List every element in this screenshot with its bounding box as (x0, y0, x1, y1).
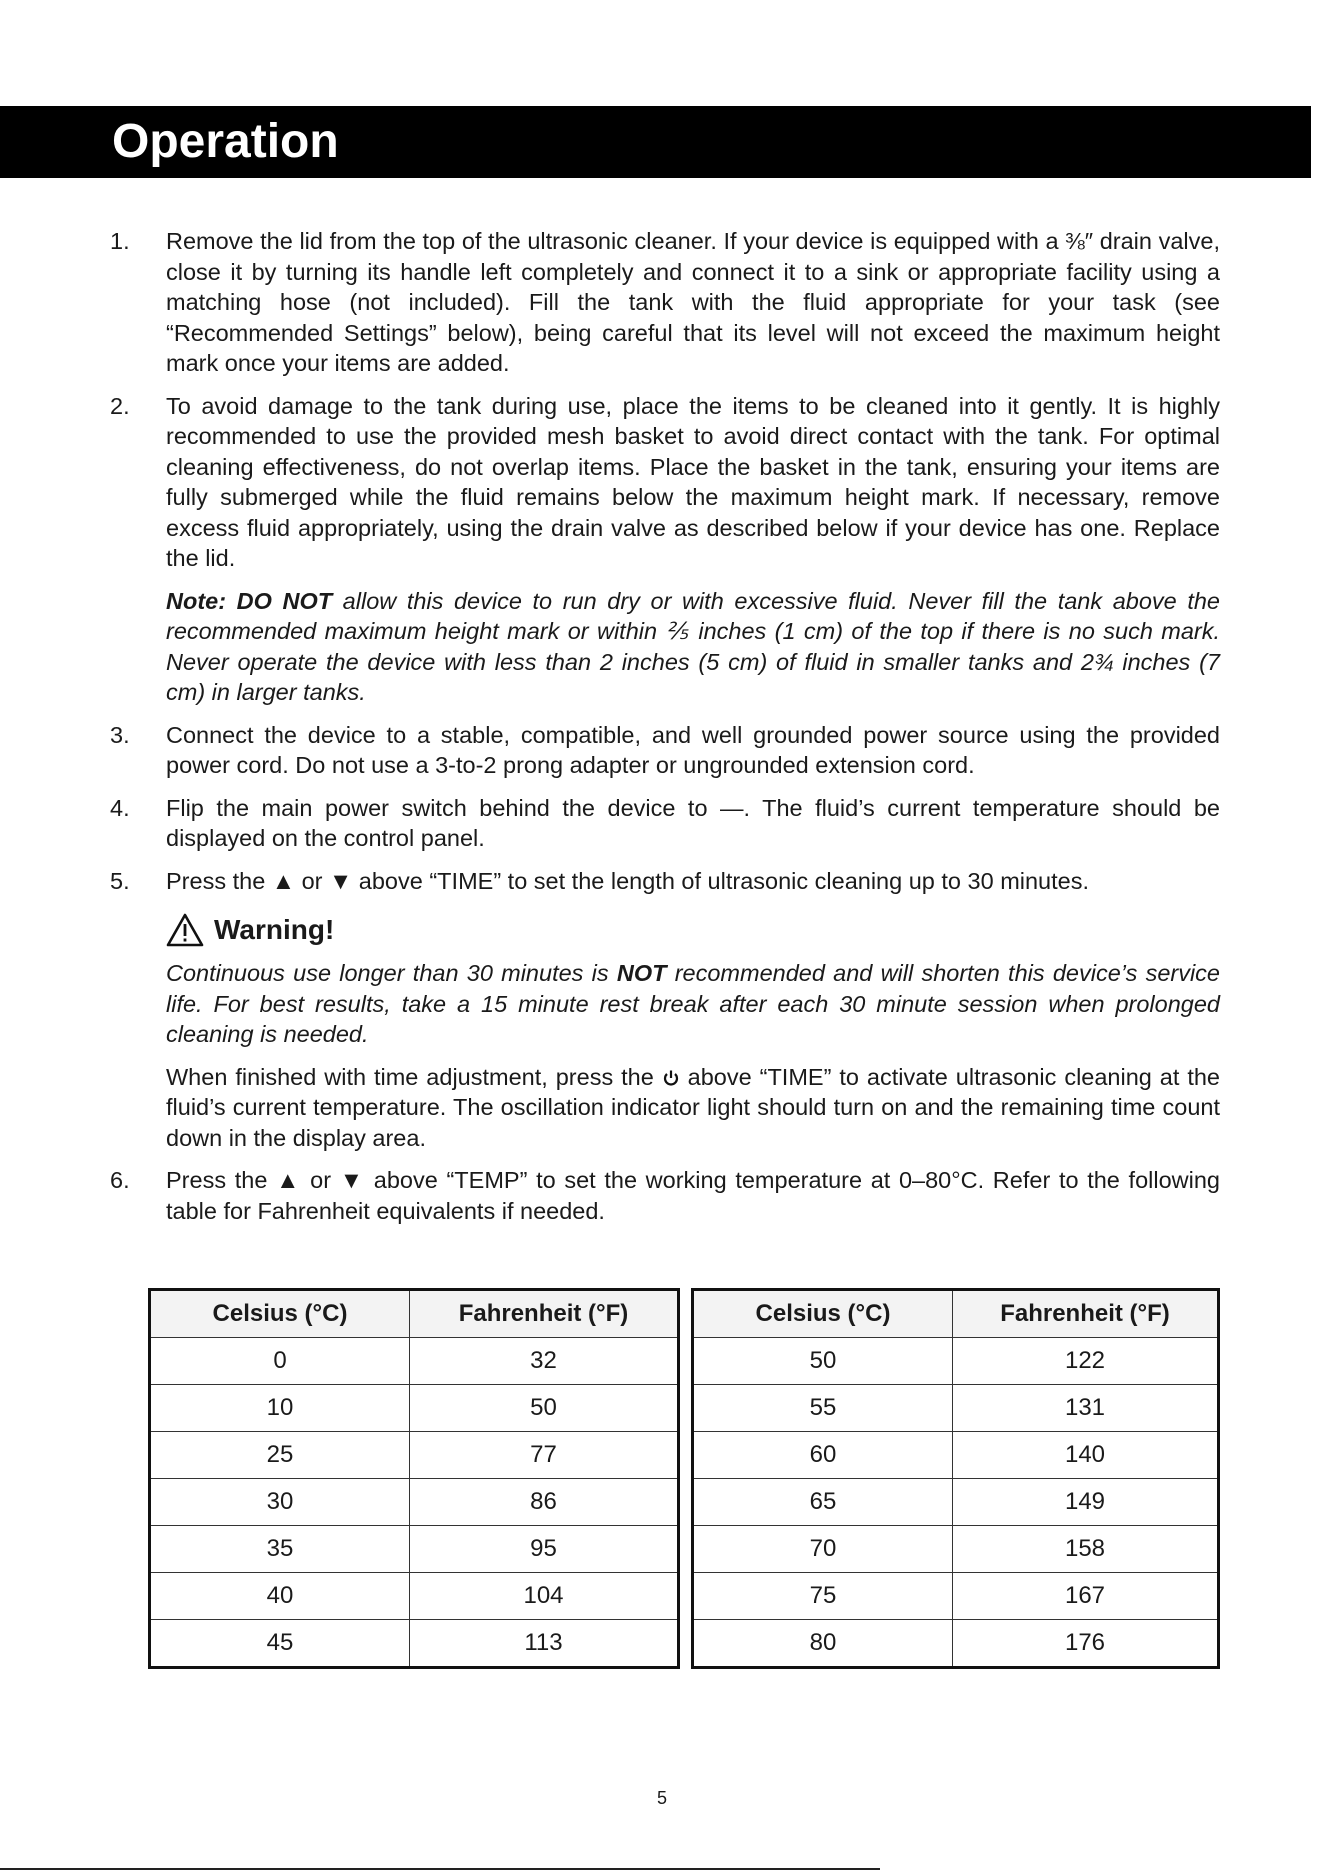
step-text: Connect the device to a stable, compatible, and well grounded power source using the provided power cord. Do not use a 3-to-2 prong adapter or ungrounded extension cord. (166, 721, 1220, 778)
step-number: 6. (110, 1167, 130, 1193)
celsius-cell: 45 (150, 1620, 410, 1668)
step-text: Remove the lid from the top of the ultrasonic cleaner. If your device is equipped with a ⅜″ drain valve, close it by turning its handle left completely and connect it to a sink or appropriate facility using a matching hose (not included). Fill the tank with the fluid appropriate for your task (see “Recommended Settings” below), being careful that its level will not exceed the maximum height mark once your items are added. (166, 228, 1220, 376)
step-text: Press the ▲ or ▼ above “TEMP” to set the working temperature at 0–80°C. Refer to the following table for Fahrenheit equivalents if needed. (166, 1167, 1220, 1224)
step-3 (110, 720, 1220, 781)
celsius-cell: 35 (150, 1526, 410, 1573)
step-5 (110, 866, 1220, 1154)
fahrenheit-cell: 50 (410, 1385, 679, 1432)
note-text: allow this device to run dry or with excessive fluid. Never fill the tank above the recommended maximum height mark or within ⅖ inches (1 cm) of the top if there is no such mark. Never operate the device with less than 2 inches (5 cm) of fluid in smaller tanks and 2¾ inches (7 cm) in larger tanks. (166, 587, 1220, 705)
table-row (693, 1479, 1219, 1526)
celsius-cell: 50 (693, 1338, 953, 1385)
celsius-cell: 70 (693, 1526, 953, 1573)
table-row (693, 1338, 1219, 1385)
step-text: Press the ▲ or ▼ above “TIME” to set the length of ultrasonic cleaning up to 30 minutes. (166, 867, 1090, 894)
celsius-cell: 0 (150, 1338, 410, 1385)
celsius-cell: 40 (150, 1573, 410, 1620)
fahrenheit-cell: 32 (410, 1338, 679, 1385)
temperature-table-right (691, 1288, 1220, 1669)
table-row (150, 1479, 679, 1526)
celsius-header: Celsius (°C) (693, 1290, 953, 1338)
celsius-cell: 60 (693, 1432, 953, 1479)
celsius-cell: 30 (150, 1479, 410, 1526)
fahrenheit-cell: 131 (953, 1385, 1219, 1432)
note (166, 586, 1220, 708)
step-1 (110, 226, 1220, 379)
fahrenheit-header: Fahrenheit (°F) (953, 1290, 1219, 1338)
table-row (150, 1620, 679, 1668)
step-number: 3. (110, 721, 130, 748)
fahrenheit-cell: 77 (410, 1432, 679, 1479)
fahrenheit-cell: 167 (953, 1573, 1219, 1620)
step-6 (110, 1165, 1220, 1226)
fahrenheit-cell: 113 (410, 1620, 679, 1668)
temperature-table-left (148, 1288, 680, 1669)
fahrenheit-cell: 149 (953, 1479, 1219, 1526)
celsius-cell: 80 (693, 1620, 953, 1668)
page-title: Operation (112, 115, 339, 168)
followup-text: When finished with time adjustment, press the (166, 1063, 662, 1090)
instructions (110, 226, 1220, 1238)
table-row (150, 1526, 679, 1573)
table-header-row (150, 1290, 679, 1338)
celsius-cell: 75 (693, 1573, 953, 1620)
table-row (150, 1432, 679, 1479)
celsius-cell: 55 (693, 1385, 953, 1432)
step-2 (110, 391, 1220, 708)
power-icon (662, 1064, 680, 1082)
table-header-row (693, 1290, 1219, 1338)
celsius-cell: 65 (693, 1479, 953, 1526)
warning-text-part: Continuous use longer than 30 minutes is (166, 960, 617, 986)
step-4 (110, 793, 1220, 854)
fahrenheit-cell: 158 (953, 1526, 1219, 1573)
section-title-bar (0, 106, 1311, 178)
table-row (150, 1573, 679, 1620)
celsius-header: Celsius (°C) (150, 1290, 410, 1338)
warning-text-part: recommended and will shorten this device’s service life. For best results, take a 15 minute rest break after each 30 minute session when prolonged cleaning is needed. (166, 960, 1220, 1047)
table-row (693, 1620, 1219, 1668)
fahrenheit-cell: 95 (410, 1526, 679, 1573)
celsius-cell: 25 (150, 1432, 410, 1479)
note-label: Note: DO NOT (166, 587, 333, 614)
warning-emphasis: NOT (616, 960, 667, 986)
table-row (693, 1432, 1219, 1479)
step-text: To avoid damage to the tank during use, place the items to be cleaned into it gently. It is highly recommended to use the provided mesh basket to avoid direct contact with the tank. For optimal cleaning effectiveness, do not overlap items. Place the basket in the tank, ensuring your items are fully submerged while the fluid remains below the maximum height mark. If necessary, remove excess fluid appropriately, using the drain valve as described below if your device has one. Replace the lid. (166, 392, 1220, 571)
step-number: 1. (110, 228, 130, 254)
warning-text (166, 958, 1220, 1050)
warning-title: Warning! (214, 913, 335, 945)
step-number: 2. (110, 392, 130, 419)
fahrenheit-cell: 122 (953, 1338, 1219, 1385)
fahrenheit-cell: 176 (953, 1620, 1219, 1668)
step-number: 4. (110, 794, 130, 821)
temperature-conversion-tables (148, 1288, 1220, 1686)
table-row (150, 1338, 679, 1385)
step-text: Flip the main power switch behind the device to —. The fluid’s current temperature should be displayed on the control panel. (166, 794, 1220, 851)
followup-text: above “TIME” to activate ultrasonic cleaning at the fluid’s current temperature. The oscillation indicator light should turn on and the remaining time count down in the display area. (166, 1063, 1220, 1151)
fahrenheit-cell: 86 (410, 1479, 679, 1526)
bottom-rule (0, 1868, 880, 1870)
table-row (150, 1385, 679, 1432)
celsius-cell: 10 (150, 1385, 410, 1432)
table-row (693, 1573, 1219, 1620)
step-followup (166, 1062, 1220, 1154)
table-row (693, 1385, 1219, 1432)
warning-triangle-icon (166, 913, 204, 947)
table-row (693, 1526, 1219, 1573)
fahrenheit-header: Fahrenheit (°F) (410, 1290, 679, 1338)
warning-heading (166, 910, 1220, 950)
step-number: 5. (110, 867, 130, 894)
fahrenheit-cell: 140 (953, 1432, 1219, 1479)
page-number: 5 (656, 1788, 667, 1808)
fahrenheit-cell: 104 (410, 1573, 679, 1620)
